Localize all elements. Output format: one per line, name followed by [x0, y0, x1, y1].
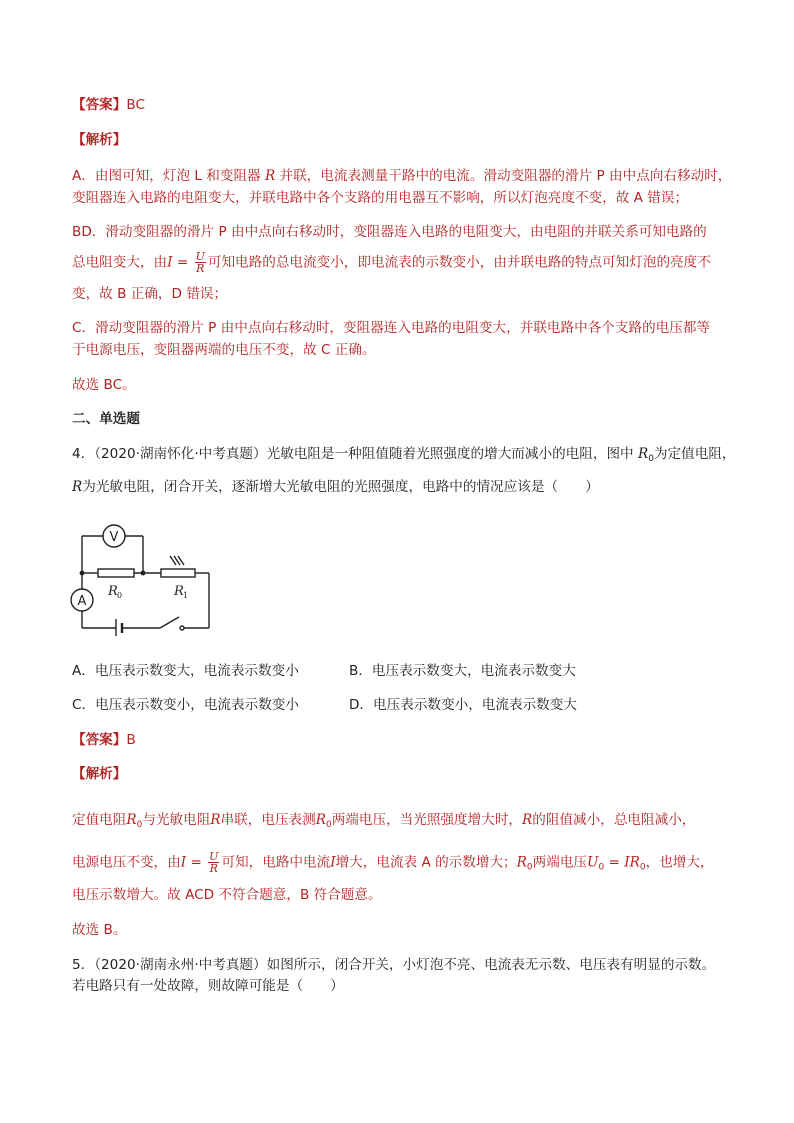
equals: = [186, 854, 207, 871]
answer-tag: 【答案】 [72, 732, 127, 748]
photoresistor-r1-icon [161, 569, 195, 577]
q4-stem-line-2 [72, 478, 599, 496]
q4-analysis-tag [72, 765, 126, 783]
r1-subscript: 1 [183, 591, 189, 600]
subscript: 0 [639, 862, 646, 873]
variable-i: I [330, 854, 336, 871]
text: 可知电路的总电流变小，即电流表的示数变小，由并联电路的特点可知灯泡的亮度不 [207, 254, 711, 271]
switch-contact-icon [180, 626, 184, 630]
q4-choose: 故选 B。 [72, 922, 127, 938]
text: 两端电压 [532, 854, 588, 871]
q4-analysis-line-2 [72, 851, 714, 877]
fraction-u-over-r [208, 851, 219, 874]
r0-subscript: 0 [117, 591, 123, 600]
resistor-r0-icon [98, 569, 134, 577]
q3-analysis-tag [72, 131, 126, 149]
text: 并联，电流表测量干路中的电流。滑动变阻器的滑片 P 由中点向右移动时， [279, 168, 732, 184]
answer-value: BC [126, 97, 145, 113]
text: 与光敏电阻 [142, 812, 211, 828]
q4-answer-line [72, 731, 136, 749]
variable-ir: IR [624, 854, 640, 871]
q3-c-line-1: C．滑动变阻器的滑片 P 由中点向右移动时，变阻器连入电路的电阻变大，并联电路中各个支路的电压都等 [72, 320, 711, 336]
variable-u: U [587, 854, 599, 871]
section-title: 二、单选题 [72, 411, 140, 427]
subscript: 0 [325, 820, 332, 830]
answer-tag: 【答案】 [72, 97, 127, 113]
q3-bd-line-2 [72, 251, 711, 274]
variable-r: R [637, 446, 649, 462]
denominator: R [209, 862, 218, 875]
subscript: 0 [526, 862, 533, 873]
text: 可知，电路中电流 [221, 854, 331, 871]
r1-label: R [174, 584, 184, 599]
r0-label: R [108, 584, 118, 599]
text: 为定值电阻， [653, 446, 736, 462]
subscript: 0 [136, 820, 143, 830]
text: 总电阻变大，由 [72, 254, 168, 271]
text: 两端电压，当光照强度增大时， [331, 812, 523, 828]
junction-dot [80, 571, 85, 576]
subscript: 0 [598, 862, 605, 873]
variable-r: R [522, 812, 533, 828]
q3-a-line-1 [72, 167, 731, 185]
variable-r: R [315, 812, 326, 828]
q3-bd-line-3: 变，故 B 正确，D 错误； [72, 286, 228, 302]
text: 定值电阻 [72, 812, 127, 828]
q3-choose: 故选 BC。 [72, 377, 136, 393]
ammeter-label: A [77, 594, 87, 609]
option-c[interactable]: C．电压表示数变小，电流表示数变小 [72, 697, 299, 713]
option-d[interactable]: D．电压表示数变小，电流表示数变大 [349, 697, 577, 713]
q4-analysis-line-3: 电压示数增大。故 ACD 不符合题意，B 符合题意。 [72, 887, 382, 903]
answer-value: B [126, 732, 136, 748]
variable-r: R [210, 812, 221, 828]
analysis-tag: 【解析】 [72, 132, 127, 148]
q4-analysis-line-1 [72, 811, 695, 834]
variable-i: I [167, 254, 173, 271]
numerator: U [195, 250, 205, 263]
text: ，也增大， [645, 854, 714, 871]
voltmeter-label: V [109, 530, 119, 545]
text: 串联，电压表测 [220, 812, 316, 828]
numerator: U [209, 850, 219, 863]
variable-r: R [126, 812, 137, 828]
equals: = [604, 854, 625, 871]
q3-answer-line [72, 96, 145, 114]
variable-r: R [516, 854, 527, 871]
variable-i: I [180, 854, 187, 871]
text: 4．（2020·湖南怀化·中考真题）光敏电阻是一种阻值随着光照强度的增大而减小的电阻，图中 [72, 446, 634, 462]
q5-stem-line-2: 若电路只有一处故障，则故障可能是（ ） [72, 978, 344, 994]
text: 的阻值减小，总电阻减小， [532, 812, 696, 828]
fraction-u-over-r [195, 251, 206, 274]
text: 增大，电流表 A 的示数增大； [335, 854, 517, 871]
analysis-tag: 【解析】 [72, 766, 127, 782]
text: 为光敏电阻，闭合开关，逐渐增大光敏电阻的光照强度，电路中的情况应该是（ ） [82, 479, 599, 495]
text: 电源电压不变，由 [72, 854, 181, 871]
variable-r: R [72, 479, 83, 495]
circuit-diagram [68, 516, 218, 636]
q5-stem-line-1: 5．（2020·湖南永州·中考真题）如图所示，闭合开关，小灯泡不亮、电流表无示数、电压表有明显的示数。 [72, 957, 716, 973]
option-b[interactable]: B．电压表示数变大，电流表示数变大 [349, 663, 576, 679]
switch-lever-icon [160, 617, 179, 628]
q3-a-line-2: 变阻器连入电路的电阻变大，并联电路中各个支路的用电器互不影响，所以灯泡亮度不变，故 A 错误； [72, 190, 689, 206]
equals: = [172, 254, 193, 271]
q4-stem-line-1 [72, 445, 736, 468]
q3-c-line-2: 于电源电压，变阻器两端的电压不变，故 C 正确。 [72, 342, 376, 358]
q3-bd-line-1: BD．滑动变阻器的滑片 P 由中点向右移动时，变阻器连入电路的电阻变大，由电阻的并联关系可知电路的 [72, 224, 707, 240]
text: A．由图可知，灯泡 L 和变阻器 [72, 168, 261, 184]
option-a[interactable]: A．电压表示数变大，电流表示数变小 [72, 663, 299, 679]
light-arrows-icon [170, 556, 184, 565]
junction-dot [141, 571, 146, 576]
denominator: R [196, 262, 205, 275]
variable-r: R [264, 168, 276, 184]
subscript: 0 [648, 454, 654, 464]
